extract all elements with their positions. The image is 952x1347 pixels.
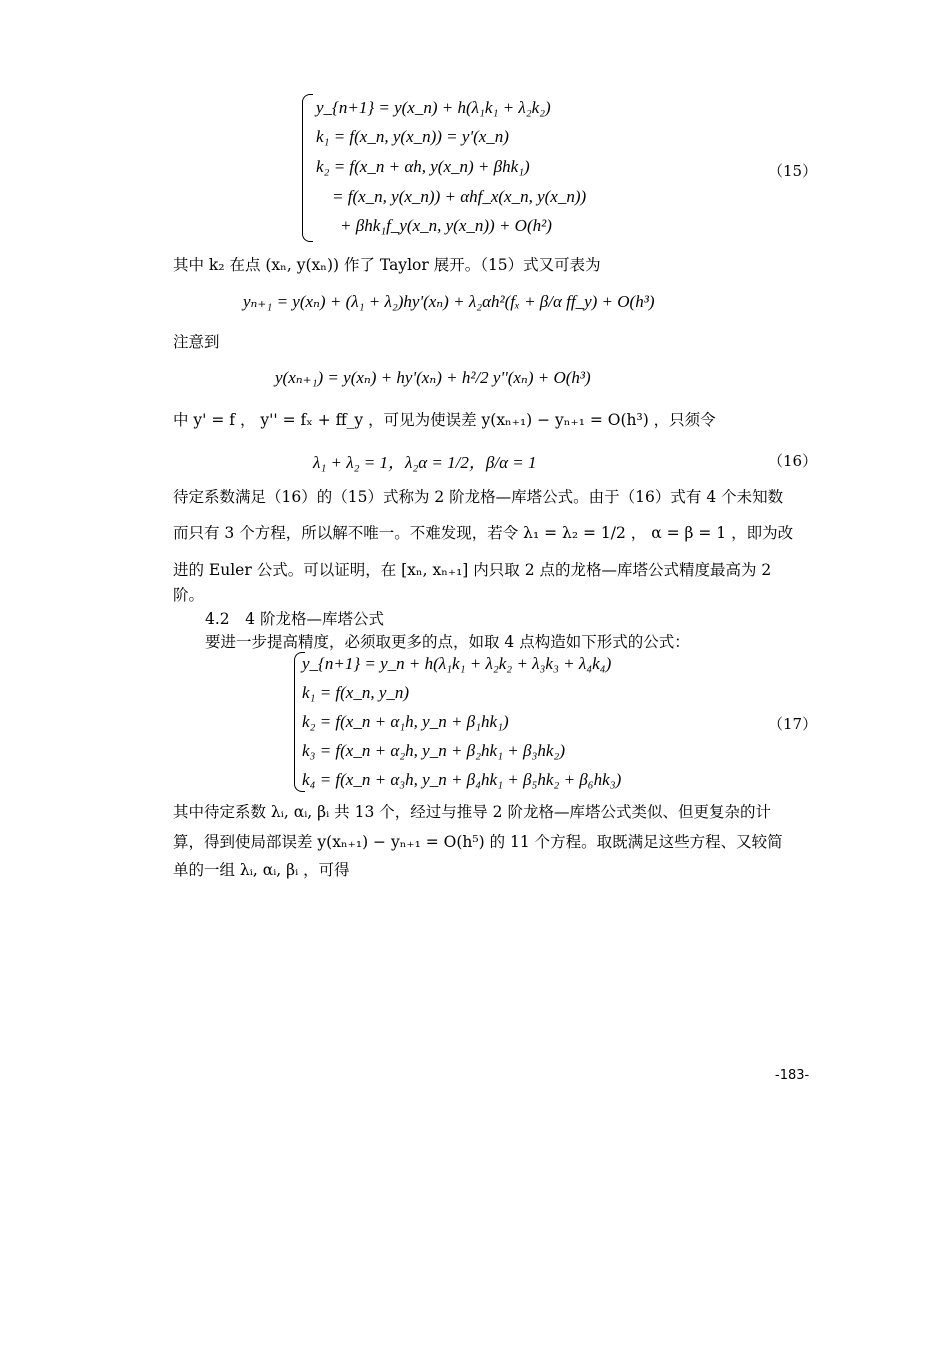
para3-line-3: 单的一组 λᵢ, αᵢ, βᵢ ，可得 [173,861,350,879]
eq17-line-4: k₃ = f(x_n + α₂h, y_n + β₂hk₁ + β₃hk₂) [302,741,565,760]
eq17-line-3: k₂ = f(x_n + α₁h, y_n + β₁hk₁) [302,712,509,731]
para2: 要进一步提高精度，必须取更多的点，如取 4 点构造如下形式的公式： [205,633,690,651]
eq15-line-2: k₁ = f(x_n, y(x_n)) = y'(x_n) [316,127,509,146]
para1-line-2: 而只有 3 个方程，所以解不唯一。不难发现，若令 λ₁ = λ₂ = 1/2 ， α = β = 1 ，即为改 [173,524,794,542]
para1-line-3: 进的 Euler 公式。可以证明，在 [xₙ, xₙ₊₁] 内只取 2 点的龙格—库塔公式精度最高为 2 [173,561,772,579]
para1-line-1: 待定系数满足（16）的（15）式称为 2 阶龙格—库塔公式。由于（16）式有 4 个未知数 [173,488,784,506]
eq15-number: （15） [768,162,818,180]
eq16-content: λ₁ + λ₂ = 1，λ₂α = 1/2，β/α = 1 [313,453,537,472]
eq15-brace [302,94,313,242]
text-condition: 中 y' = f ， y'' = fₓ + ff_y ，可见为使误差 y(xₙ₊₁) − yₙ₊₁ = O(h³) ，只须令 [173,411,716,429]
text-taylor-expansion: 其中 k₂ 在点 (xₙ, y(xₙ)) 作了 Taylor 展开。（15）式又可表为 [173,256,601,274]
equation-expanded: yₙ₊₁ = y(xₙ) + (λ₁ + λ₂)hy'(xₙ) + λ₂αh²(fₓ + β/α ff_y) + O(h³) [243,292,655,311]
para1-line-4: 阶。 [173,586,205,604]
eq15-line-4: = f(x_n, y(x_n)) + αhf_x(x_n, y(x_n)) [332,187,587,206]
eq17-number: （17） [768,715,818,733]
equation-taylor: y(xₙ₊₁) = y(xₙ) + hy'(xₙ) + h²/2 y''(xₙ) + O(h³) [275,368,591,387]
eq17-line-5: k₄ = f(x_n + α₃h, y_n + β₄hk₁ + β₅hk₂ + β₆hk₃) [302,770,622,789]
eq15-line-5: + βhk₁f_y(x_n, y(x_n)) + O(h²) [340,216,552,235]
para3-line-2: 算，得到使局部误差 y(xₙ₊₁) − yₙ₊₁ = O(h⁵) 的 11 个方程。取既满足这些方程、又较简 [173,833,783,851]
eq17-line-2: k₁ = f(x_n, y_n) [302,683,410,702]
section-heading: 4.2 4 阶龙格—库塔公式 [205,610,384,628]
eq15-line-3: k₂ = f(x_n + αh, y(x_n) + βhk₁) [316,157,530,176]
text-note: 注意到 [173,333,220,351]
para3-line-1: 其中待定系数 λᵢ, αᵢ, βᵢ 共 13 个，经过与推导 2 阶龙格—库塔公式类似、但更复杂的计 [173,803,771,821]
page-number: -183- [775,1068,810,1083]
eq15-line-1: y_{n+1} = y(x_n) + h(λ₁k₁ + λ₂k₂) [316,98,551,117]
eq16-number: （16） [768,452,818,470]
eq17-line-1: y_{n+1} = y_n + h(λ₁k₁ + λ₂k₂ + λ₃k₃ + λ₄k₄) [302,654,612,673]
